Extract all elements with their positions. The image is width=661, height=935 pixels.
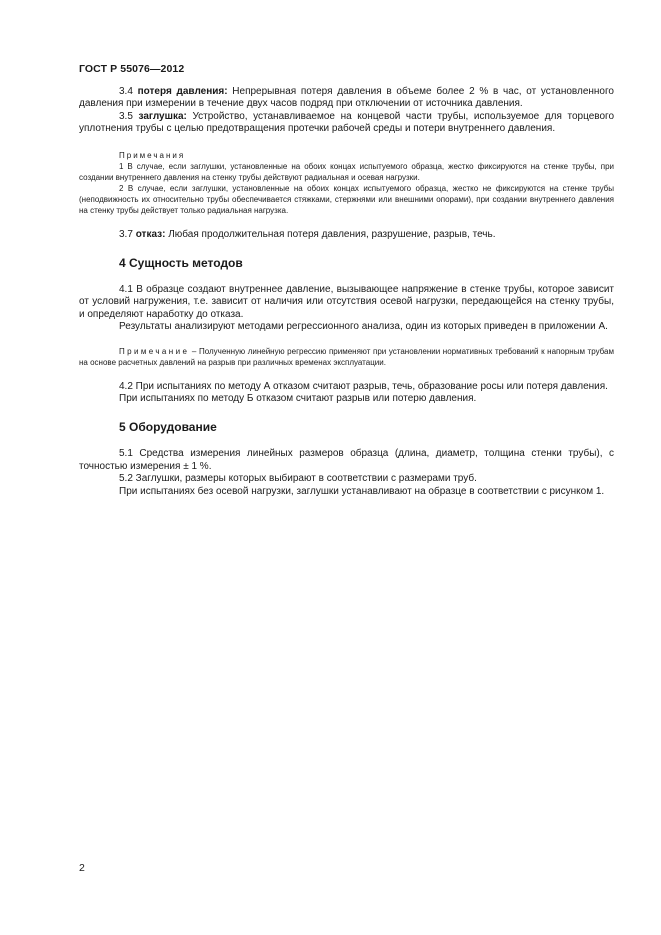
paragraph-4-1: 4.1 В образце создают внутреннее давление, вызывающее напряжение в стенке трубы, которое зависит от условий нагружения, т.е. зависит от наличия или отсутствия осевой нагрузки, передающейся на стенку трубы, и определяют наработку до отказа.: [79, 284, 614, 320]
clause-number: 3.4: [119, 86, 133, 97]
note-2: 2 В случае, если заглушки, установленные на обоих концах испытуемого образца, жестко не фиксируются на стенке трубы (неподвижность их относительно трубы обеспечивается стяжками, стержнями или внешними опорами), при создании внутреннего давления на стенку трубы действует только радиальная нагрузка.: [79, 183, 614, 215]
definition-3-7: [79, 229, 614, 241]
page-body: [79, 86, 614, 498]
note-label: Примечание: [119, 346, 190, 356]
notes-heading: Примечания: [119, 150, 186, 160]
paragraph-4-2-method-b: При испытаниях по методу Б отказом считают разрыв или потерю давления.: [119, 393, 477, 405]
paragraph-4-2: 4.2 При испытаниях по методу А отказом считают разрыв, течь, образование росы или потеря давления.: [119, 380, 608, 392]
page-number: 2: [79, 862, 85, 874]
note-section-4: [79, 346, 614, 368]
paragraph-5-1: 5.1 Средства измерения линейных размеров образца (длина, диаметр, толщина стенки трубы), с точностью измерения ± 1 %.: [79, 448, 614, 472]
term: потеря давления:: [137, 86, 228, 97]
paragraph-5-2: 5.2 Заглушки, размеры которых выбирают в соответствии с размерами труб.: [119, 473, 477, 485]
paragraph-5-2-plugs: При испытаниях без осевой нагрузки, заглушки устанавливают на образце в соответствии с рисунком 1.: [119, 485, 605, 497]
paragraph-4-1-results: Результаты анализируют методами регрессионного анализа, один из которых приведен в приложении А.: [119, 321, 608, 333]
definition-3-4: [79, 86, 614, 111]
clause-number: 3.7: [119, 228, 133, 240]
definition-text: Любая продолжительная потеря давления, разрушение, разрыв, течь.: [165, 228, 496, 240]
term: заглушка:: [138, 110, 187, 122]
definition-3-5: [79, 111, 614, 136]
clause-number: 3.5: [119, 110, 133, 122]
section-4-heading: 4 Сущность методов: [119, 256, 243, 271]
definition-text: Непрерывная потеря давления в объеме более 2 % в час, от установленного давления при измерении в течение двух часов подряд при отключении от источника давления.: [79, 86, 614, 110]
term: отказ:: [135, 228, 166, 240]
note-text: – Полученную линейную регрессию применяют при установлении нормативных требований к напорным трубам на основе расчетных давлений на разрыв при различных временах эксплуатации.: [79, 346, 614, 367]
definition-text: Устройство, устанавливаемое на концевой части трубы, используемое для торцевого уплотнения трубы с целью предотвращения протечки рабочей среды и потери внутреннего давления.: [79, 110, 615, 135]
note-1: 1 В случае, если заглушки, установленные на обоих концах испытуемого образца, жестко фиксируются на стенке трубы, при создании внутреннего давления на стенку трубы действуют радиальная и осевая нагрузки.: [79, 161, 614, 182]
section-5-heading: 5 Оборудование: [119, 420, 217, 435]
document-code: ГОСТ Р 55076—2012: [79, 63, 185, 75]
